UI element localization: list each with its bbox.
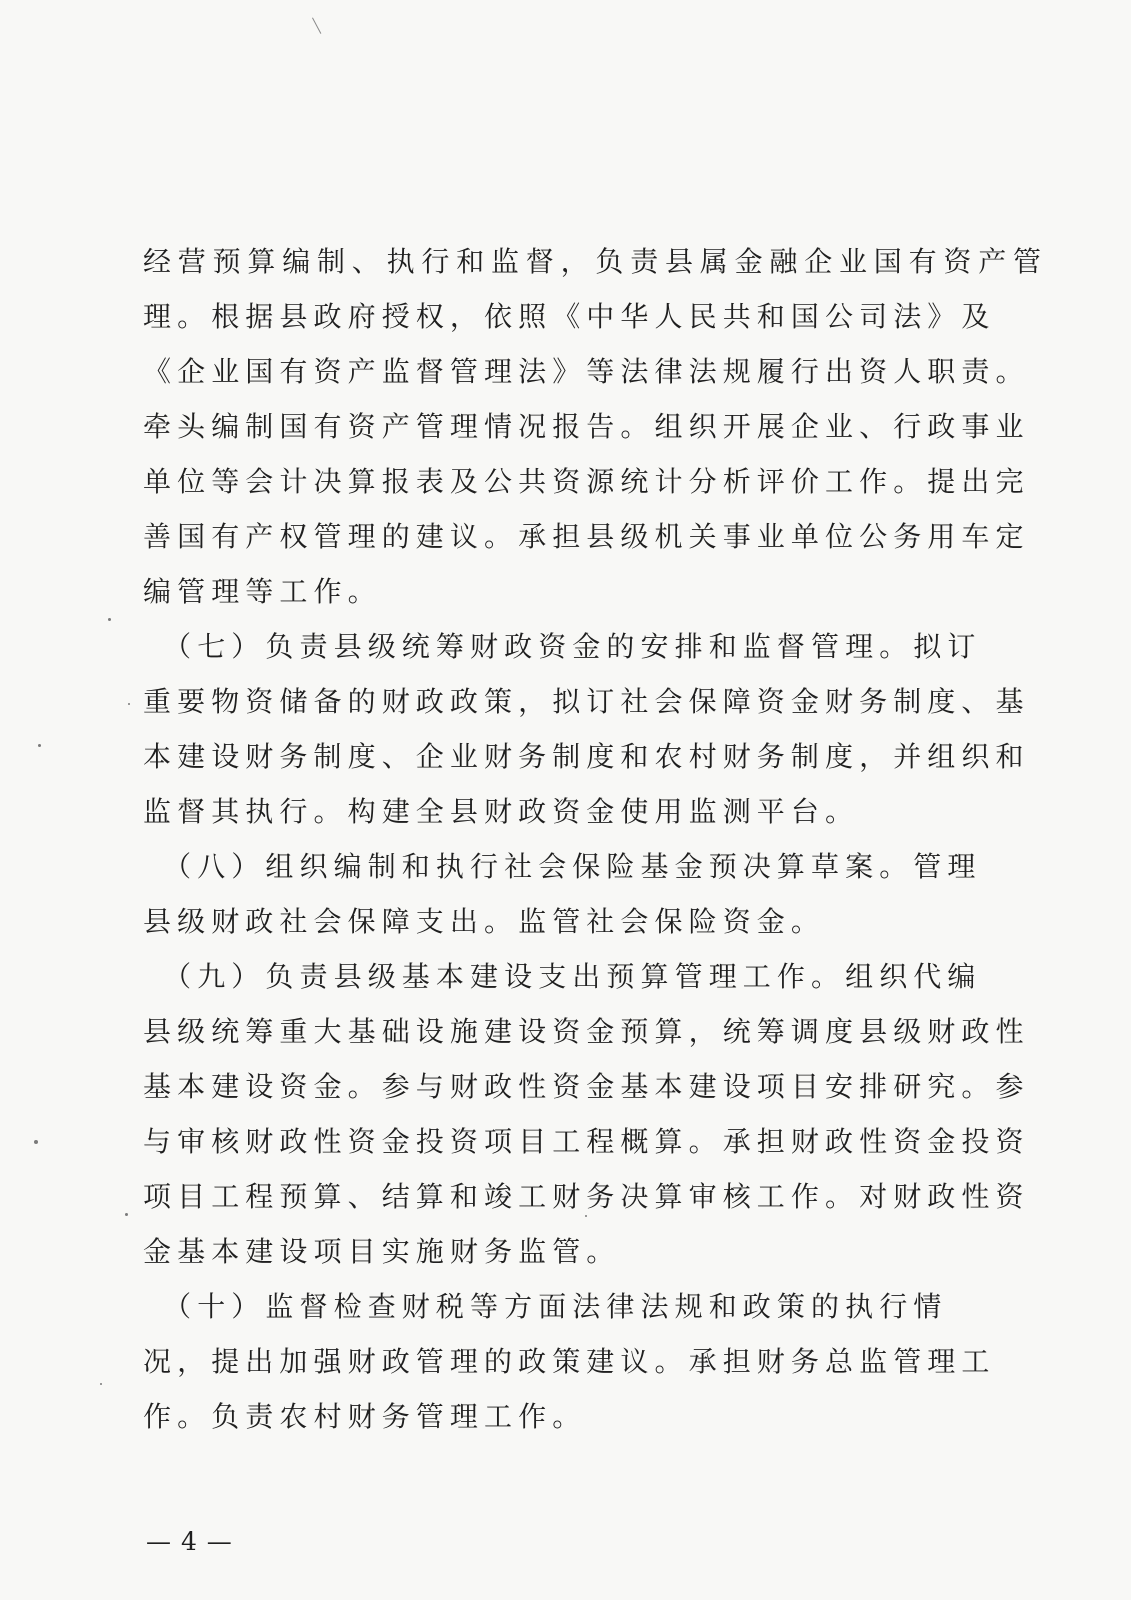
text-line: 本建设财务制度、企业财务制度和农村财务制度，并组织和	[143, 740, 1030, 773]
text-line: 单位等会计决算报表及公共资源统计分析评价工作。提出完	[143, 465, 1030, 498]
text-line: 作。负责农村财务管理工作。	[143, 1400, 587, 1433]
text-line: 编管理等工作。	[143, 575, 382, 608]
text-line: 基本建设资金。参与财政性资金基本建设项目安排研究。参	[143, 1070, 1030, 1103]
scan-artifact-line	[312, 18, 321, 34]
text-line: 金基本建设项目实施财务监管。	[143, 1235, 621, 1268]
scan-artifact-dot	[100, 1383, 102, 1385]
text-line: 重要物资储备的财政政策，拟订社会保障资金财务制度、基	[143, 685, 1030, 718]
text-line: 《企业国有资产监督管理法》等法律法规履行出资人职责。	[143, 355, 1030, 388]
text-line: 项目工程预算、结算和竣工财务决算审核工作。对财政性资	[143, 1180, 1030, 1213]
text-line: 经营预算编制、执行和监督，负责县属金融企业国有资产管	[143, 245, 1048, 278]
text-line: （七）负责县级统筹财政资金的安排和监督管理。拟订	[143, 630, 982, 663]
text-line: 牵头编制国有资产管理情况报告。组织开展企业、行政事业	[143, 410, 1030, 443]
text-line: 县级财政社会保障支出。监管社会保险资金。	[143, 905, 826, 938]
text-line: （八）组织编制和执行社会保险基金预决算草案。管理	[143, 850, 982, 883]
scan-artifact-dot	[108, 618, 111, 621]
text-line: 与审核财政性资金投资项目工程概算。承担财政性资金投资	[143, 1125, 1030, 1158]
text-line: 况，提出加强财政管理的政策建议。承担财务总监管理工	[143, 1345, 996, 1378]
text-line: 理。根据县政府授权，依照《中华人民共和国公司法》及	[143, 300, 996, 333]
text-line: 善国有产权管理的建议。承担县级机关事业单位公务用车定	[143, 520, 1030, 553]
text-line: 县级统筹重大基础设施建设资金预算，统筹调度县级财政性	[143, 1015, 1030, 1048]
scan-artifact-dot	[34, 1140, 38, 1144]
text-line: （十）监督检查财税等方面法律法规和政策的执行情	[143, 1290, 948, 1323]
text-line: 监督其执行。构建全县财政资金使用监测平台。	[143, 795, 860, 828]
text-line: （九）负责县级基本建设支出预算管理工作。组织代编	[143, 960, 982, 993]
scan-artifact-dot	[128, 703, 130, 705]
scan-artifact-dot	[125, 1213, 128, 1216]
scan-artifact-dot	[38, 744, 41, 747]
page-number: — 4 —	[146, 1527, 233, 1556]
